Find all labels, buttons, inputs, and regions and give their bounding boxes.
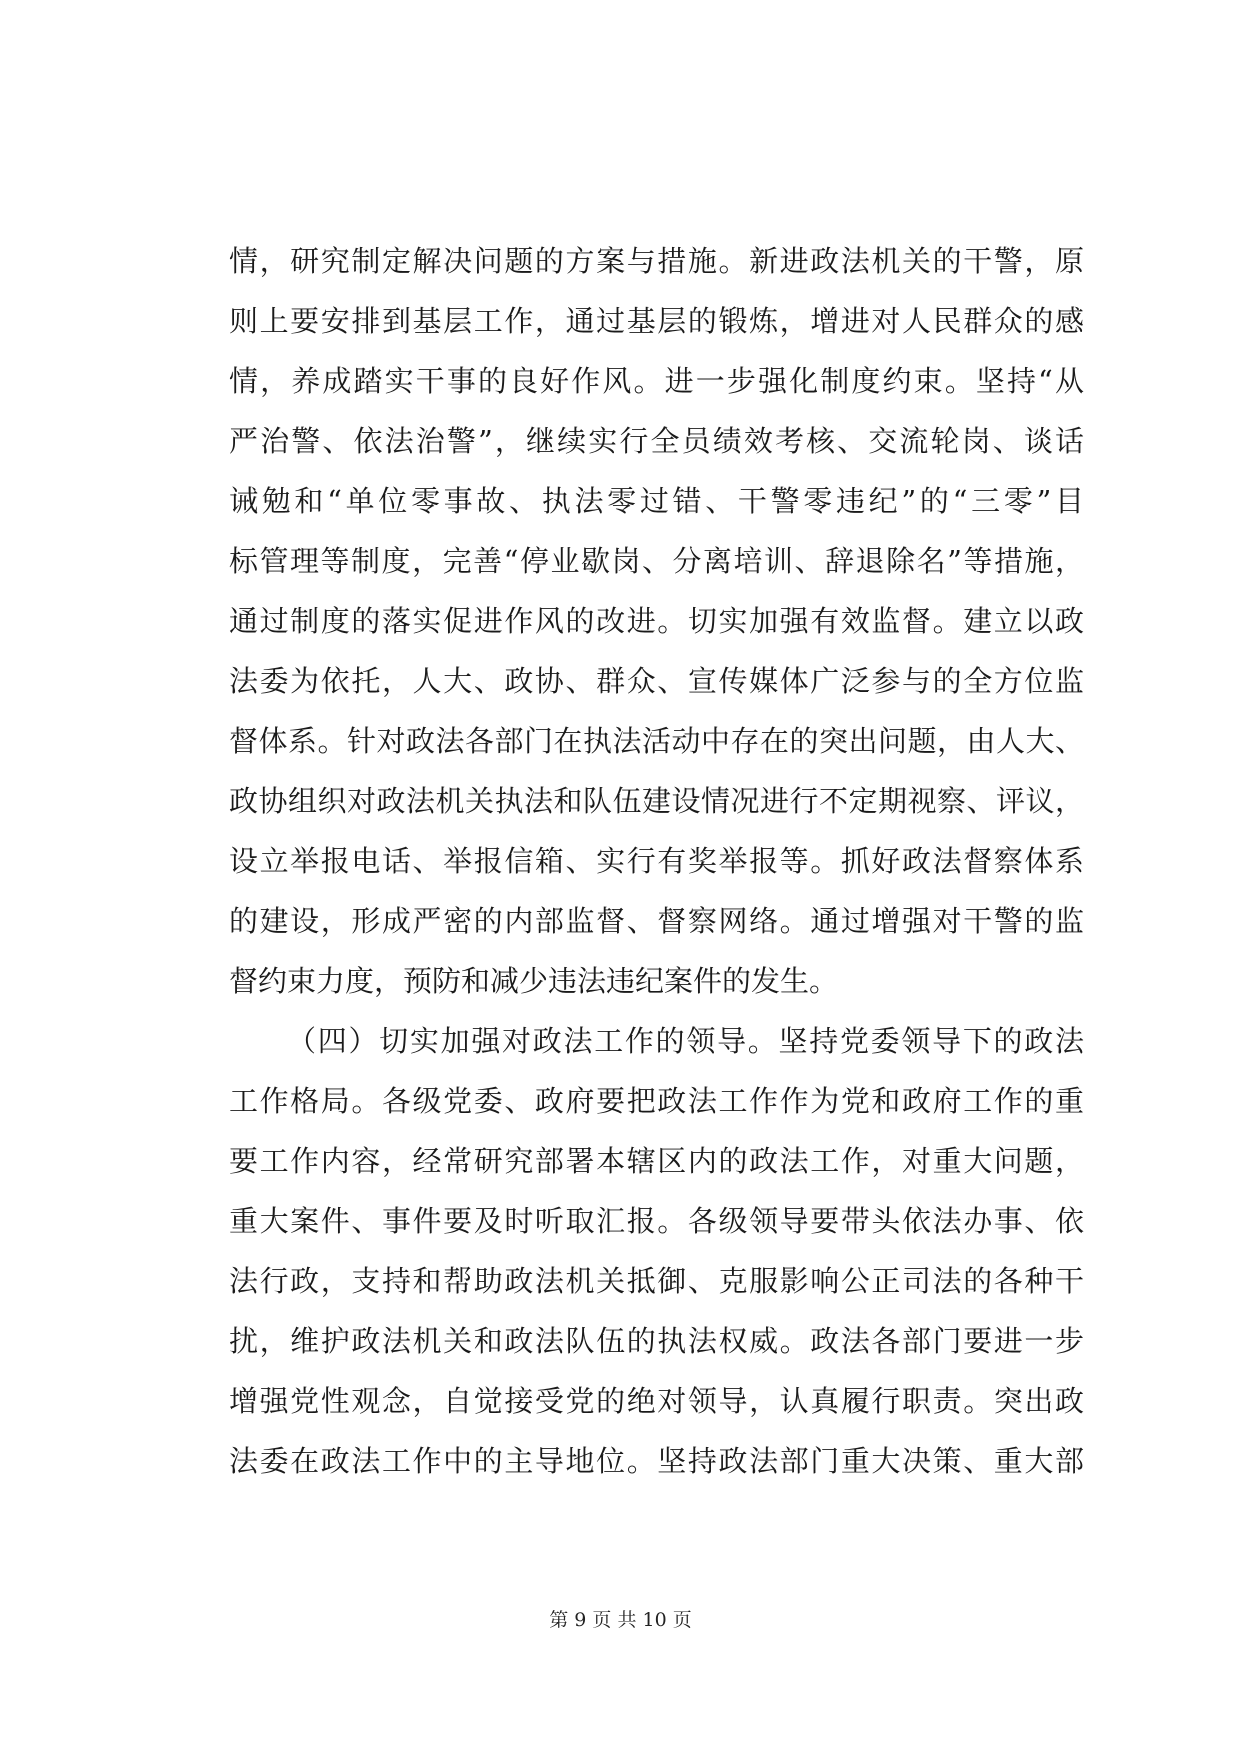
text-line: 政协组织对政法机关执法和队伍建设情况进行不定期视察、评议， (229, 784, 1084, 818)
text-line: 工作格局。各级党委、政府要把政法工作作为党和政府工作的重 (229, 1084, 1084, 1118)
text-line: 法委在政法工作中的主导地位。坚持政法部门重大决策、重大部 (229, 1444, 1084, 1478)
text-line: 的建设，形成严密的内部监督、督察网络。通过增强对干警的监 (229, 904, 1084, 938)
text-line: 情，研究制定解决问题的方案与措施。新进政法机关的干警，原 (229, 244, 1084, 278)
text-line: 标管理等制度，完善“停业歇岗、分离培训、辞退除名”等措施， (229, 544, 1084, 578)
text-line: 扰，维护政法机关和政法队伍的执法权威。政法各部门要进一步 (229, 1324, 1084, 1358)
text-line: 设立举报电话、举报信箱、实行有奖举报等。抓好政法督察体系 (229, 844, 1084, 878)
body-text (229, 231, 1084, 1491)
page-number: 第 9 页 共 10 页 (549, 1609, 692, 1631)
text-line: 重大案件、事件要及时听取汇报。各级领导要带头依法办事、依 (229, 1204, 1084, 1238)
text-line: 则上要安排到基层工作，通过基层的锻炼，增进对人民群众的感 (229, 304, 1084, 338)
paragraph-1 (229, 231, 1084, 1011)
paragraph-2 (229, 1011, 1084, 1491)
text-line: 严治警、依法治警”，继续实行全员绩效考核、交流轮岗、谈话 (229, 424, 1084, 458)
text-line: （四）切实加强对政法工作的领导。坚持党委领导下的政法 (287, 1024, 1084, 1058)
text-line: 督约束力度，预防和减少违法违纪案件的发生。 (229, 964, 839, 998)
text-line: 督体系。针对政法各部门在执法活动中存在的突出问题，由人大、 (229, 724, 1084, 758)
text-line: 诫勉和“单位零事故、执法零过错、干警零违纪”的“三零”目 (229, 484, 1084, 518)
text-line: 要工作内容，经常研究部署本辖区内的政法工作，对重大问题， (229, 1144, 1084, 1178)
text-line: 增强党性观念，自觉接受党的绝对领导，认真履行职责。突出政 (229, 1384, 1084, 1418)
text-line: 情，养成踏实干事的良好作风。进一步强化制度约束。坚持“从 (229, 364, 1084, 398)
text-line: 法行政，支持和帮助政法机关抵御、克服影响公正司法的各种干 (229, 1264, 1084, 1298)
text-line: 法委为依托，人大、政协、群众、宣传媒体广泛参与的全方位监 (229, 664, 1084, 698)
text-line: 通过制度的落实促进作风的改进。切实加强有效监督。建立以政 (229, 604, 1084, 638)
